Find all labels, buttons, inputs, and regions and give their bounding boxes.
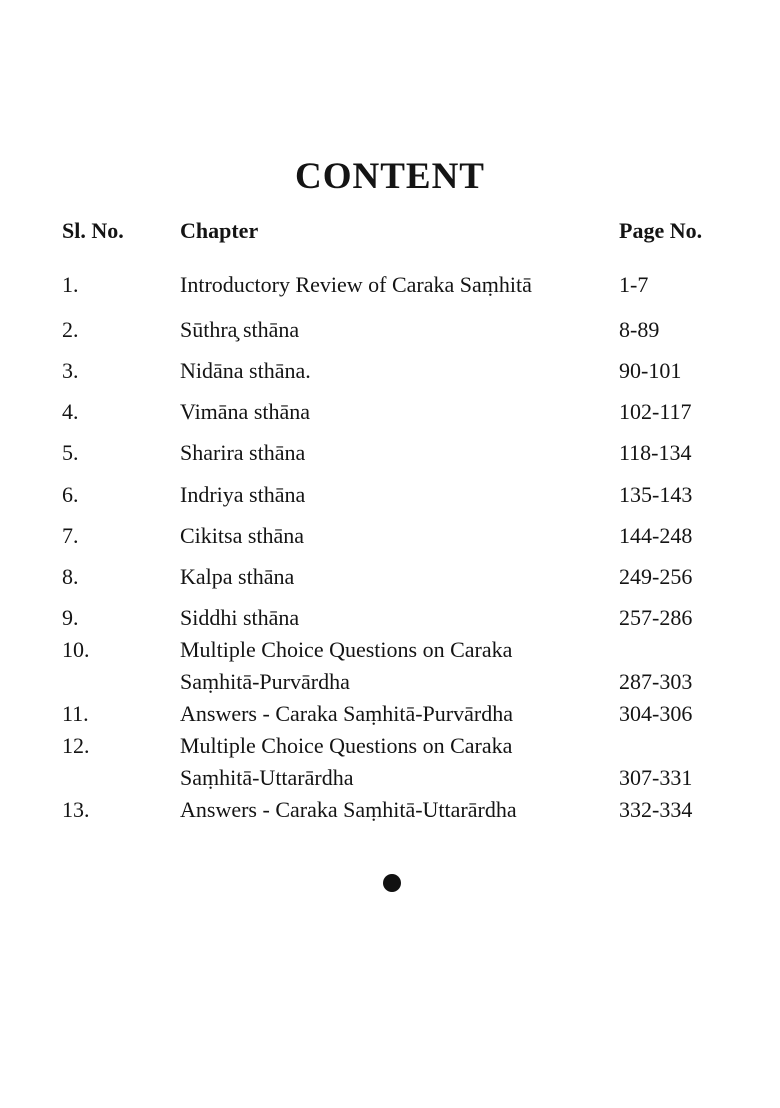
- page-range: 287-303: [619, 669, 693, 694]
- header-chapter: Chapter: [180, 218, 259, 243]
- chapter-title-line: Saṃhitā-Uttarārdha: [180, 765, 354, 790]
- chapter-title: [180, 730, 512, 794]
- chapter-title-line: Multiple Choice Questions on Caraka: [180, 637, 513, 662]
- sl-no: 10.: [62, 637, 90, 662]
- page-range: 118-134: [619, 440, 692, 465]
- chapter-title: [180, 602, 299, 634]
- chapter-title-line: Kalpa sthāna: [180, 564, 295, 589]
- page-range: 102-117: [619, 399, 692, 424]
- sl-no: 3.: [62, 358, 79, 383]
- toc-row: [0, 794, 780, 826]
- chapter-title-line: Sūthra̧ sthāna: [180, 317, 300, 342]
- chapter-title-line: Cikitsa sthāna: [180, 523, 305, 548]
- chapter-title-line: Nidāna sthāna.: [180, 358, 311, 383]
- sl-no: 9.: [62, 605, 79, 630]
- chapter-title-line: Siddhi sthāna: [180, 605, 300, 630]
- chapter-title: [180, 794, 517, 826]
- chapter-title: [180, 269, 532, 301]
- bullet-ornament: [383, 874, 401, 892]
- toc-row: [0, 437, 780, 469]
- sl-no: 1.: [62, 272, 79, 297]
- page-range: 8-89: [619, 317, 660, 342]
- sl-no: 13.: [62, 797, 90, 822]
- chapter-title: [180, 314, 299, 346]
- page-range: 1-7: [619, 272, 649, 297]
- toc-row: [0, 698, 780, 730]
- toc-row: [0, 634, 780, 698]
- toc-row: [0, 602, 780, 634]
- chapter-title-line: Answers - Caraka Saṃhitā-Uttarārdha: [180, 797, 517, 822]
- toc-row: [0, 269, 780, 301]
- page-range: 257-286: [619, 605, 693, 630]
- page-range: 90-101: [619, 358, 682, 383]
- page-range: 307-331: [619, 765, 693, 790]
- toc-row: [0, 355, 780, 387]
- page-range: 144-248: [619, 523, 693, 548]
- sl-no: 5.: [62, 440, 79, 465]
- chapter-title-line: Answers - Caraka Saṃhitā-Purvārdha: [180, 701, 513, 726]
- chapter-title: [180, 698, 513, 730]
- sl-no: 8.: [62, 564, 79, 589]
- sl-no: 6.: [62, 482, 79, 507]
- chapter-title: [180, 561, 294, 593]
- sl-no: 12.: [62, 733, 90, 758]
- header-page-no: Page No.: [619, 218, 703, 243]
- toc-row: [0, 314, 780, 346]
- sl-no: 4.: [62, 399, 79, 424]
- chapter-title: [180, 396, 310, 428]
- page-range: 249-256: [619, 564, 693, 589]
- chapter-title: [180, 634, 512, 698]
- chapter-title: [180, 479, 305, 511]
- chapter-title: [180, 355, 311, 387]
- toc-row: [0, 561, 780, 593]
- chapter-title-line: Multiple Choice Questions on Caraka: [180, 733, 513, 758]
- toc-row: [0, 730, 780, 794]
- page-title: CONTENT: [295, 156, 485, 197]
- page-range: 332-334: [619, 797, 693, 822]
- sl-no: 7.: [62, 523, 79, 548]
- sl-no: 11.: [62, 701, 89, 726]
- chapter-title: [180, 520, 304, 552]
- toc-row: [0, 396, 780, 428]
- page-range: 304-306: [619, 701, 693, 726]
- chapter-title-line: Vimāna sthāna: [180, 399, 311, 424]
- toc-row: [0, 479, 780, 511]
- sl-no: 2.: [62, 317, 79, 342]
- chapter-title-line: Sharira sthāna: [180, 440, 306, 465]
- page-range: 135-143: [619, 482, 693, 507]
- chapter-title-line: Introductory Review of Caraka Saṃhitā: [180, 272, 532, 297]
- chapter-title: [180, 437, 305, 469]
- header-sl-no: Sl. No.: [62, 218, 124, 243]
- chapter-title-line: Indriya sthāna: [180, 482, 306, 507]
- toc-row: [0, 520, 780, 552]
- chapter-title-line: Saṃhitā-Purvārdha: [180, 669, 350, 694]
